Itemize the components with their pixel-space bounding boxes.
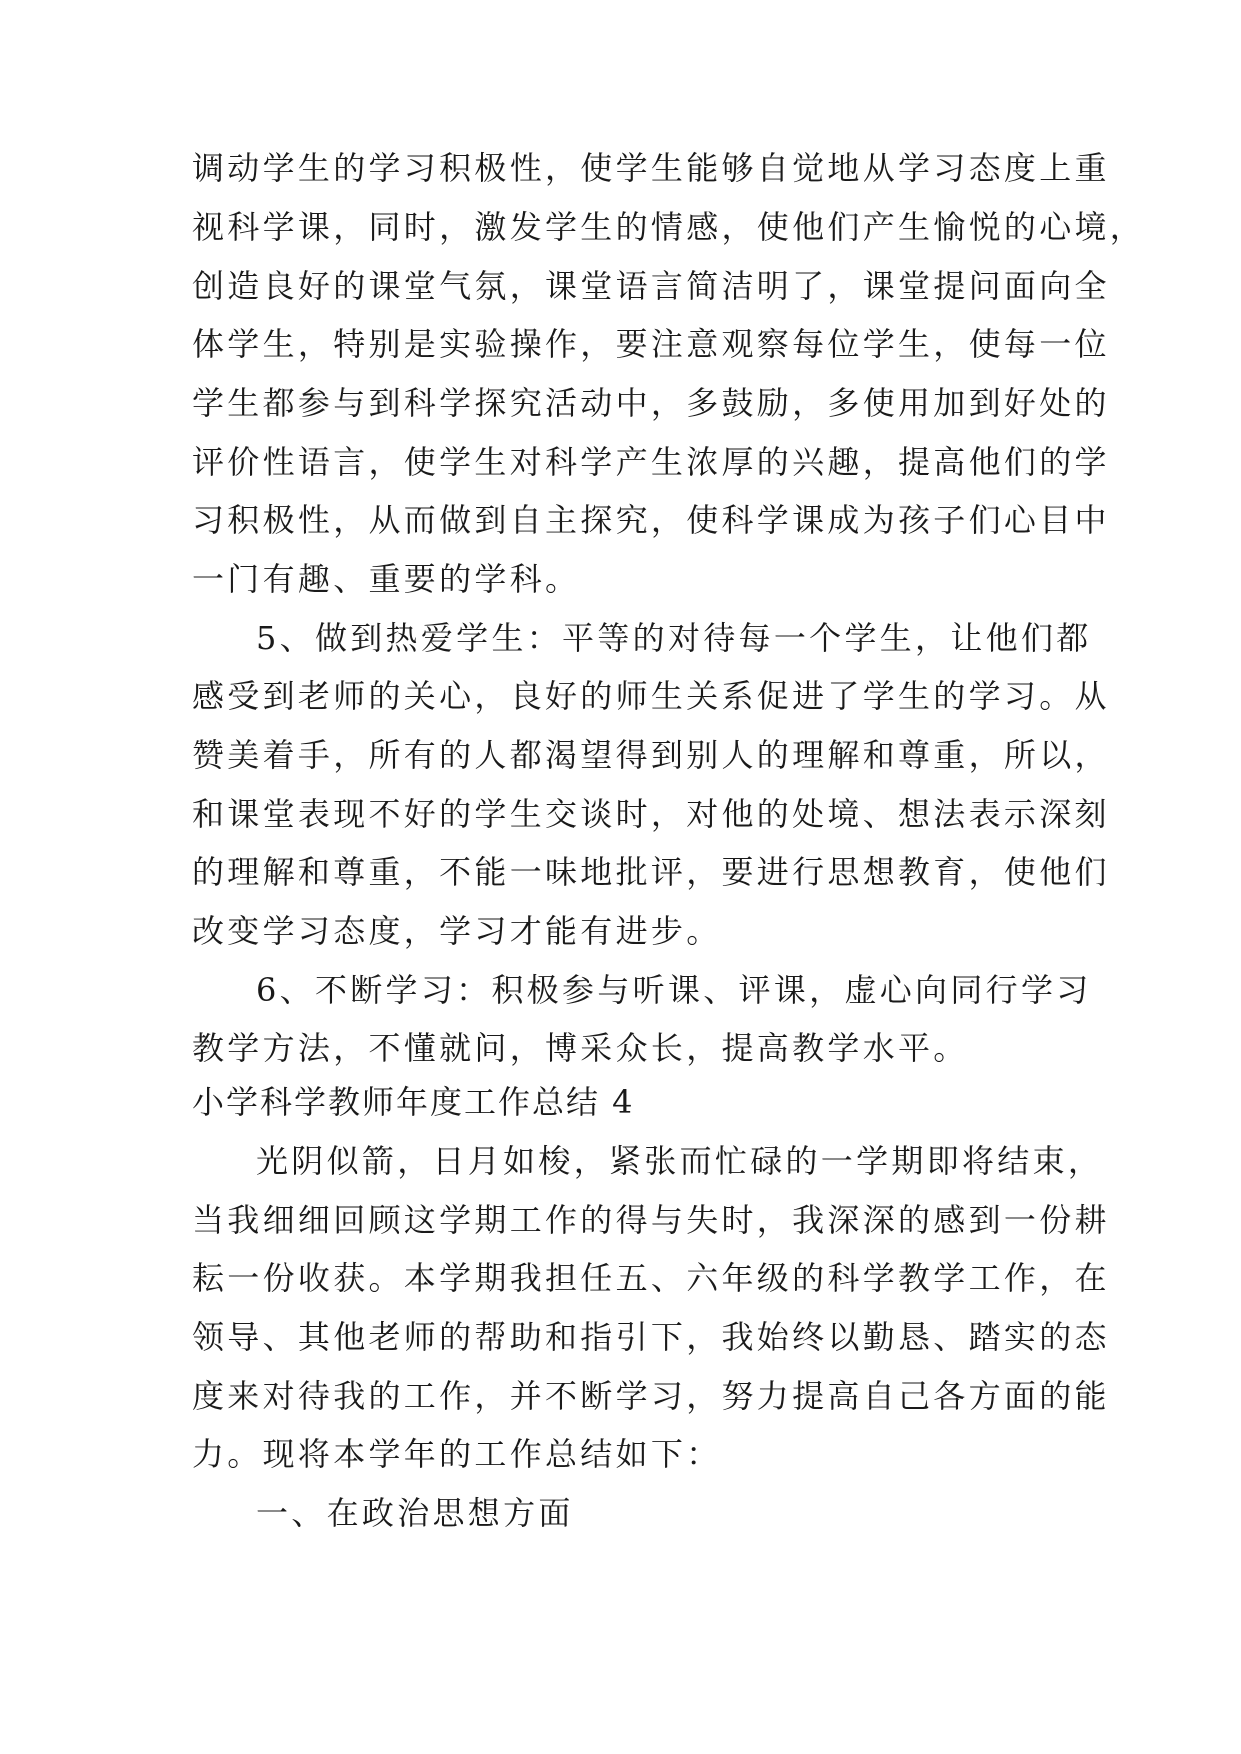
text-line: 感受到老师的关心，良好的师生关系促进了学生的学习。从 [192,677,1110,715]
text-line: 耘一份收获。本学期我担任五、六年级的科学教学工作，在 [192,1259,1110,1297]
section-title: 小学科学教师年度工作总结 4 [192,1083,635,1121]
text-line: 评价性语言，使学生对科学产生浓厚的兴趣，提高他们的学 [192,443,1110,481]
text-line: 当我细细回顾这学期工作的得与失时，我深深的感到一份耕 [192,1201,1110,1239]
text-line: 学生都参与到科学探究活动中，多鼓励，多使用加到好处的 [192,384,1110,422]
text-line: 视科学课，同时，激发学生的情感，使他们产生愉悦的心境， [192,208,1146,246]
text-line: 创造良好的课堂气氛，课堂语言简洁明了，课堂提问面向全 [192,267,1110,305]
text-line: 习积极性，从而做到自主探究，使科学课成为孩子们心目中 [192,501,1110,539]
text-line: 改变学习态度，学习才能有进步。 [192,912,722,950]
text-line: 赞美着手，所有的人都渴望得到别人的理解和尊重，所以， [192,736,1110,774]
subsection-heading: 一、在政治思想方面 [256,1494,574,1532]
text-line: 力。现将本学年的工作总结如下： [192,1435,722,1473]
text-line: 的理解和尊重，不能一味地批评，要进行思想教育，使他们 [192,853,1110,891]
text-line: 教学方法，不懂就问，博采众长，提高教学水平。 [192,1029,969,1067]
text-line: 领导、其他老师的帮助和指引下，我始终以勤恳、踏实的态 [192,1318,1110,1356]
text-line: 度来对待我的工作，并不断学习，努力提高自己各方面的能 [192,1377,1110,1415]
text-line: 一门有趣、重要的学科。 [192,560,581,598]
paragraph-intro-start: 光阴似箭，日月如梭，紧张而忙碌的一学期即将结束， [256,1142,1104,1180]
text-line: 体学生，特别是实验操作，要注意观察每位学生，使每一位 [192,325,1110,363]
text-line: 调动学生的学习积极性，使学生能够自觉地从学习态度上重 [192,149,1110,187]
paragraph-6-start: 6、不断学习：积极参与听课、评课，虚心向同行学习 [256,971,1092,1009]
paragraph-5-start: 5、做到热爱学生：平等的对待每一个学生，让他们都 [256,619,1092,657]
text-line: 和课堂表现不好的学生交谈时，对他的处境、想法表示深刻 [192,795,1110,833]
